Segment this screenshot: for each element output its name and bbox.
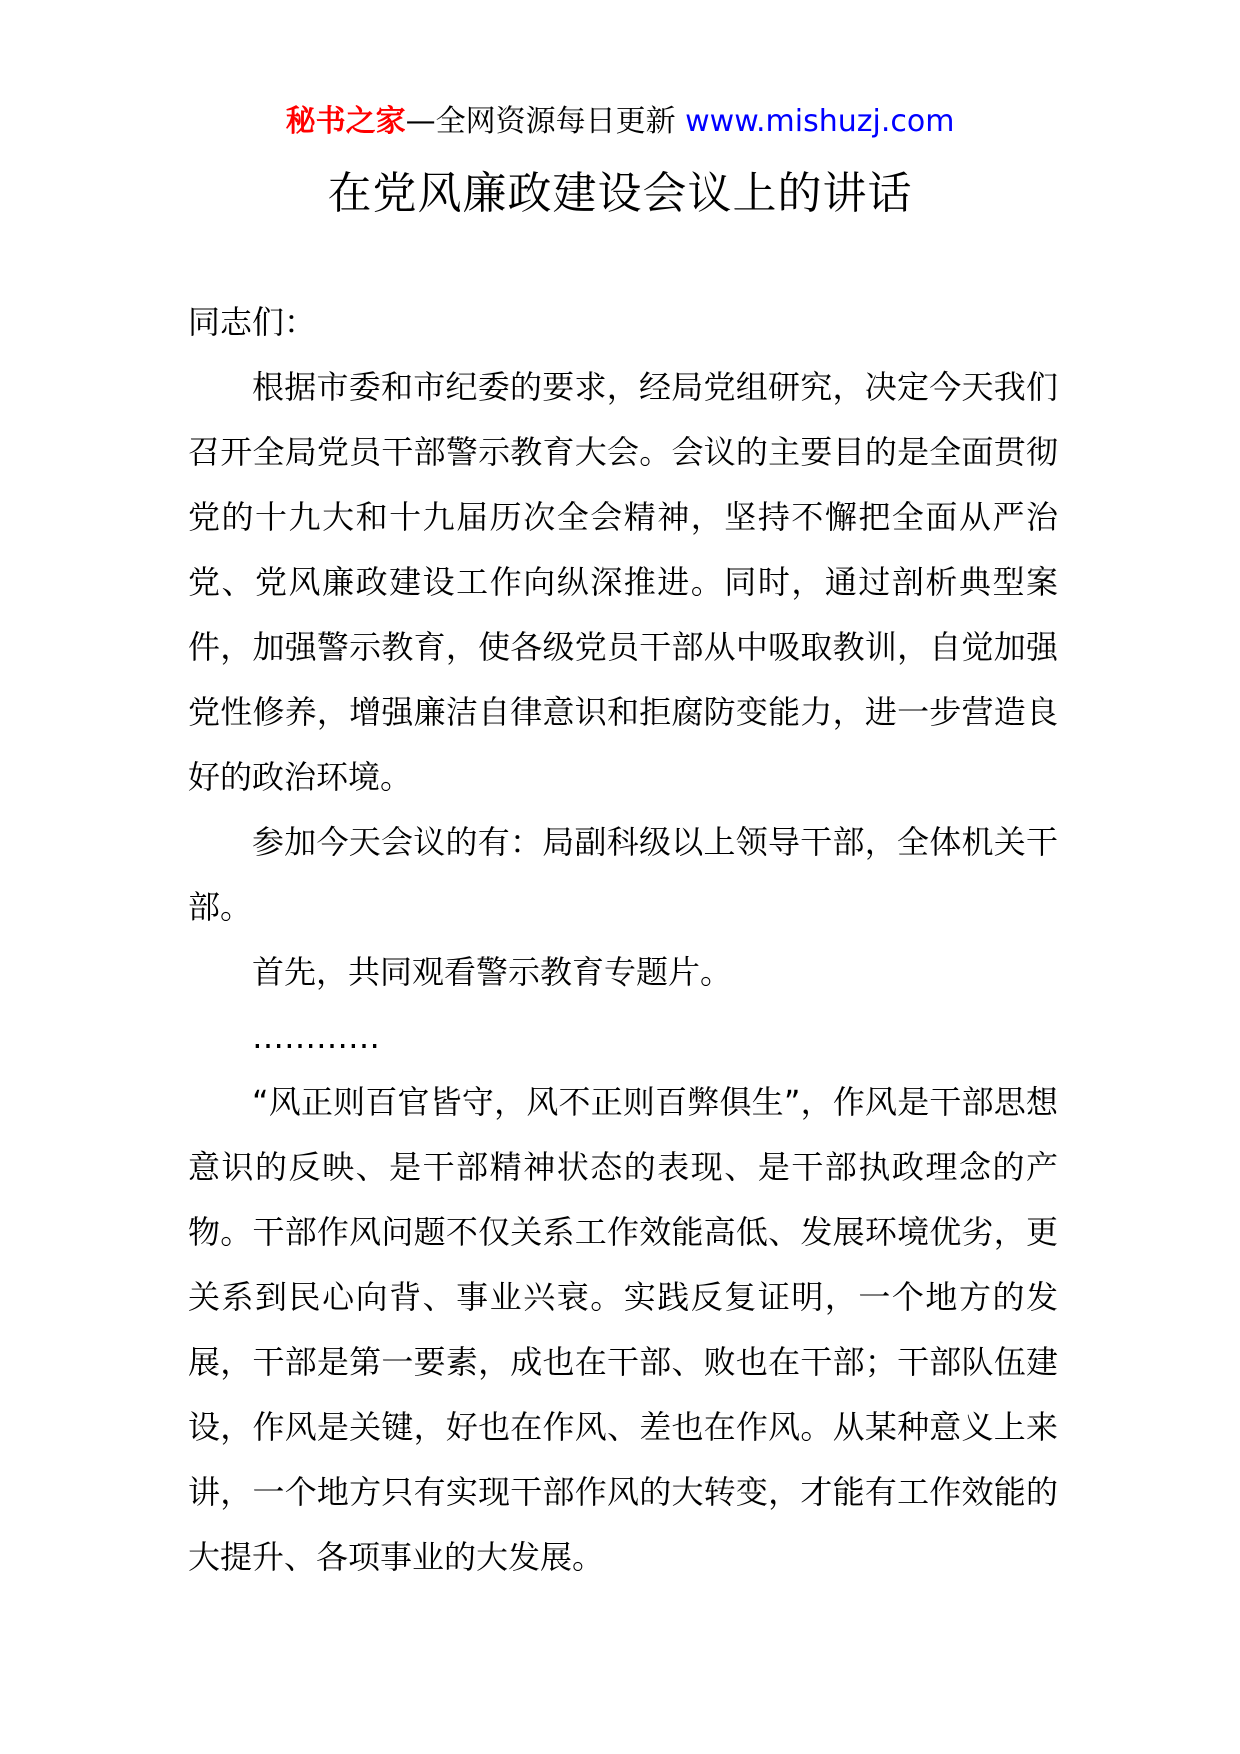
salutation: 同志们： bbox=[188, 303, 317, 341]
paragraph-ellipsis: ………… bbox=[252, 1018, 380, 1056]
paragraph-meeting-purpose: 根据市委和市纪委的要求，经局党组研究，决定今天我们召开全局党员干部警示教育大会。会议的主要目的是全面贯彻党的十九大和十九届历次全会精神，坚持不懈把全面从严治党、党风廉政建设工作向纵深推进。同时，通过剖析典型案件，加强警示教育，使各级党员干部从中吸取教训，自觉加强党性修养，增强廉洁自律意识和拒腐防变能力，进一步营造良好的政治环境。 bbox=[188, 368, 1058, 796]
brand-name: 秘书之家 bbox=[285, 104, 406, 139]
paragraph-work-style: “风正则百官皆守，风不正则百弊俱生”，作风是干部思想意识的反映、是干部精神状态的表现、是干部执政理念的产物。干部作风问题不仅关系工作效能高低、发展环境优劣，更关系到民心向背、事业兴衰。实践反复证明，一个地方的发展，干部是第一要素，成也在干部、败也在干部；干部队伍建设，作风是关键，好也在作风、差也在作风。从某种意义上来讲，一个地方只有实现干部作风的大转变，才能有工作效能的大提升、各项事业的大发展。 bbox=[188, 1083, 1058, 1576]
document-body bbox=[188, 290, 1058, 1590]
site-banner bbox=[0, 102, 1240, 142]
paragraph-attendees: 参加今天会议的有：局副科级以上领导干部，全体机关干部。 bbox=[188, 823, 1058, 926]
banner-slogan: —全网资源每日更新 bbox=[405, 104, 686, 139]
paragraph-watch-film: 首先，共同观看警示教育专题片。 bbox=[252, 953, 733, 991]
document-title: 在党风廉政建设会议上的讲话 bbox=[327, 168, 913, 219]
site-url-link[interactable]: www.mishuzj.com bbox=[685, 104, 955, 139]
